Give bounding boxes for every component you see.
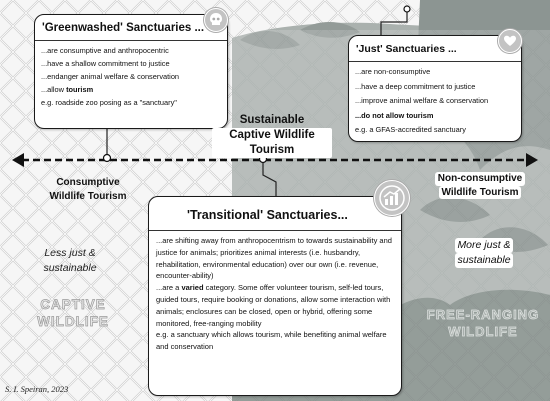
more-just-note-line2: sustainable xyxy=(457,254,511,266)
greenwashed-divider xyxy=(35,40,227,41)
consumptive-label xyxy=(28,176,148,204)
marker-greenwashed xyxy=(104,155,111,162)
non-consumptive-label xyxy=(424,172,536,199)
free-ranging-wildlife-line1: FREE-RANGING xyxy=(426,307,540,322)
less-just-note-line1: Less just & xyxy=(44,247,96,259)
just-item-3: ...improve animal welfare & conservation xyxy=(355,96,489,106)
greenwashed-item-3: ...endanger animal welfare & conservation xyxy=(41,72,180,81)
more-just-note xyxy=(436,238,532,268)
transitional-item-3: e.g. a sanctuary which allows tourism, while benefiting animal welfare and conservation xyxy=(156,330,387,352)
captive-wildlife-line1: CAPTIVE xyxy=(40,297,106,312)
captive-wildlife-label xyxy=(18,296,128,330)
less-just-note xyxy=(20,246,120,276)
transitional-item-2-text: ...are a xyxy=(156,283,182,293)
just-item-5: e.g. a GFAS-accredited sanctuary xyxy=(355,125,466,135)
center-label xyxy=(212,113,332,158)
free-ranging-wildlife-label xyxy=(418,306,548,340)
greenwashed-list xyxy=(35,44,227,109)
greenwashed-item-4-bold: tourism xyxy=(66,85,94,94)
growth-chart-icon xyxy=(374,180,410,216)
transitional-item-2-bold: varied xyxy=(181,283,204,293)
heart-icon xyxy=(498,29,522,53)
transitional-item-1: ...are shifting away from anthropocentrism to towards sustainability and justice for animals; prioritizes animal interests (i.e. husbandry, rehabilitation, environmental education) over our own (i.e. revenue, encounter-ability) xyxy=(156,236,392,281)
just-divider xyxy=(349,61,521,62)
consumptive-label-line1: Consumptive xyxy=(56,177,120,188)
transitional-divider xyxy=(149,230,401,231)
center-label-line2: Captive Wildlife Tourism xyxy=(212,128,332,158)
greenwashed-item-4 xyxy=(35,83,227,96)
greenwashed-sanctuaries-card xyxy=(34,14,228,129)
greenwashed-item-4-text: ...allow xyxy=(41,85,67,94)
axis-arrow-right xyxy=(526,153,538,167)
less-just-note-line2: sustainable xyxy=(43,262,97,274)
skull-icon xyxy=(204,8,228,32)
connector-transitional xyxy=(263,160,276,196)
more-just-note-line1: More just & xyxy=(457,239,511,251)
transitional-item-2-rest: category. Some offer volunteer tourism, self-led tours, guided tours, require booking or donations, allow some interaction with animals; enclosures can be closed, open or hybrid, offering some monitored, free-ranging mobility xyxy=(156,283,391,328)
just-sanctuaries-card xyxy=(348,35,522,142)
axis-arrow-left xyxy=(12,153,24,167)
just-list xyxy=(349,65,521,138)
transitional-item-2 xyxy=(149,282,401,329)
greenwashed-title: 'Greenwashed' Sanctuaries ... xyxy=(42,22,205,34)
non-consumptive-label-line1: Non-consumptive xyxy=(435,172,525,186)
non-consumptive-label-line2: Wildlife Tourism xyxy=(439,186,522,200)
greenwashed-item-5: e.g. roadside zoo posing as a "sanctuary" xyxy=(41,98,177,107)
greenwashed-item-1: ...are consumptive and anthropocentric xyxy=(41,46,169,55)
captive-wildlife-line2: WILDLIFE xyxy=(37,314,109,329)
just-title: 'Just' Sanctuaries ... xyxy=(356,43,457,55)
transitional-list xyxy=(149,235,401,353)
just-item-4: ...do not allow tourism xyxy=(355,110,434,120)
consumptive-label-line2: Wildlife Tourism xyxy=(49,191,127,202)
free-ranging-wildlife-line2: WILDLIFE xyxy=(448,324,518,339)
connector-just xyxy=(381,11,407,35)
greenwashed-item-2: ...have a shallow commitment to justice xyxy=(41,59,170,68)
author-credit: S. I. Speiran, 2023 xyxy=(5,384,69,394)
center-label-line1: Sustainable xyxy=(239,114,305,126)
just-item-2: ...have a deep commitment to justice xyxy=(355,81,476,91)
transitional-title: 'Transitional' Sanctuaries... xyxy=(187,208,348,222)
marker-just xyxy=(404,6,410,12)
transitional-sanctuaries-card xyxy=(148,196,402,396)
just-item-1: ...are non-consumptive xyxy=(355,67,431,76)
